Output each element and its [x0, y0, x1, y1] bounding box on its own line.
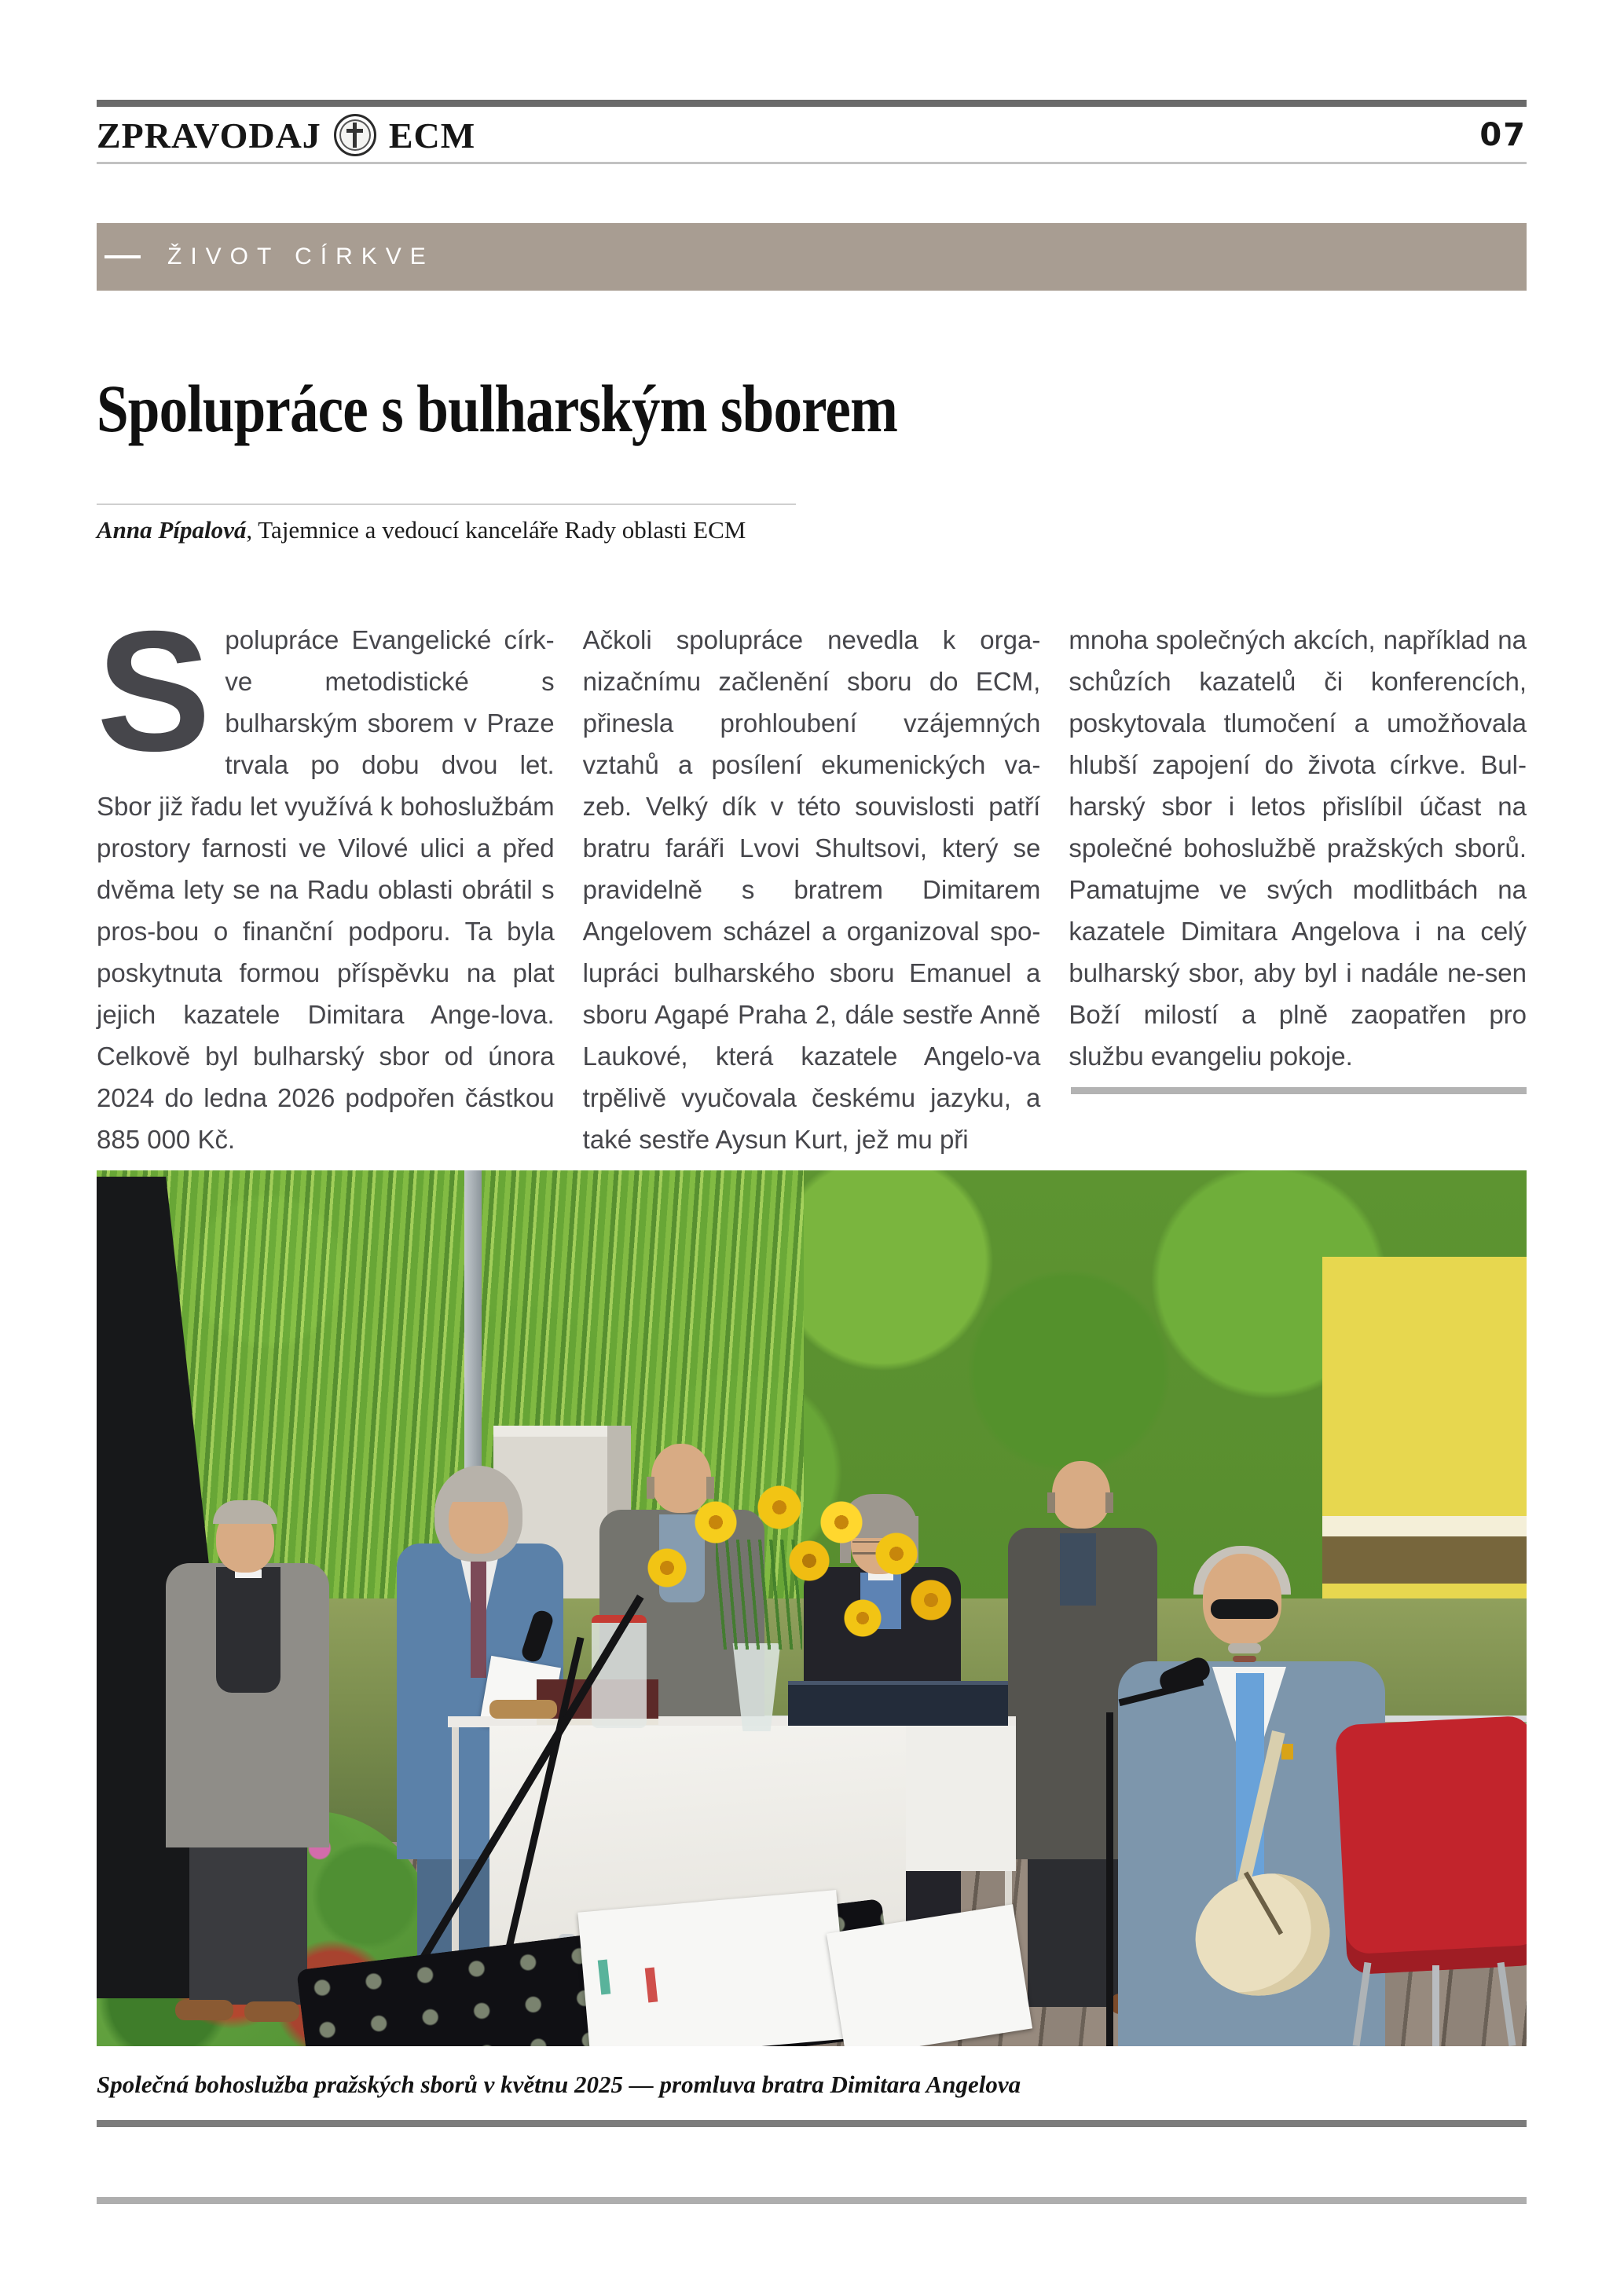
section-label: ŽIVOT CÍRKVE — [167, 244, 434, 269]
ecm-seal-icon — [334, 114, 376, 156]
photo-mustache — [1228, 1643, 1261, 1653]
photo-sheet-paper — [577, 1890, 849, 2046]
masthead-title: ZPRAVODAJ — [97, 115, 321, 156]
column-3 — [1069, 619, 1527, 1160]
article-body — [97, 596, 1527, 1160]
article-end-rule — [1071, 1087, 1527, 1094]
top-rule — [97, 100, 1527, 107]
photo-wooden-bowl — [489, 1700, 557, 1719]
masthead — [97, 110, 1527, 160]
photo-gold-cross-pin — [1281, 1744, 1293, 1760]
page-number: 07 — [1479, 117, 1527, 153]
author-rule — [97, 504, 796, 505]
banner-dash-icon — [104, 255, 141, 258]
section-banner — [97, 223, 1527, 291]
photo-sunglasses — [1211, 1599, 1278, 1619]
photo-speaker-mic-stand — [1106, 1712, 1113, 2046]
column-2-text: Ačkoli spolupráce nevedla k orga-nizačnímu začlenění sboru do ECM, přinesla prohloubení vzájemných vztahů a posílení ekumenických va-zeb. Velký dík v této souvislosti patří bratru faráři Lvovi Shultsovi, který se pravidelně s bratrem Dimitarem Angelovem scházel a organizoval spo-lupráci bulharského sboru Emanuel a sboru Agapé Praha 2, dále sestře Anně Laukové, která kazatele Angelo-va trpělivě vyučovala českému jazyku, a také sestře Aysun Kurt, jež mu při — [582, 625, 1041, 1154]
photo-caption: Společná bohoslužba pražských sborů v květnu 2025 — promluva bratra Dimitara Angelova — [97, 2071, 1021, 2098]
photo-bible — [788, 1681, 1008, 1726]
column-1 — [97, 596, 555, 1160]
column-2 — [583, 619, 1041, 1160]
photo-yellow-building — [1322, 1257, 1527, 1626]
masthead-org: ECM — [388, 115, 476, 156]
article-photo — [97, 1170, 1527, 2046]
author-name: Anna Pípalová — [97, 516, 247, 544]
footer-rule-dark — [97, 2120, 1527, 2127]
author-line — [97, 516, 746, 544]
column-1-text: polupráce Evangelické círk-ve metodistické s bulharským sborem v Praze trvala po dobu dvou let. Sbor již řadu let využívá k bohoslužbám prostory farnosti ve Vilové ulici a před dvěma lety se na Radu oblasti obrátil s pros-bou o finanční podporu. Ta byla poskytnuta formou příspěvku na plat jejich kazatele Dimitara Ange-lova. Celkově byl bulharský sbor od února 2024 do ledna 2026 podpořen částkou 885 000 Kč. — [97, 625, 555, 1154]
masthead-left — [97, 114, 475, 156]
article-title: Spolupráce s bulharským sborem — [97, 371, 898, 446]
header-rule — [97, 162, 1527, 164]
author-role: , Tajemnice a vedoucí kanceláře Rady oblasti ECM — [246, 516, 746, 544]
column-3-text: mnoha společných akcích, například na schůzích kazatelů či konferencích, poskytovala tlumočení a umožňovala hlubší zapojení do života církve. Bul-harský sbor i letos přislíbil účast na společné bohoslužbě pražských sborů. Pamatujme ve svých modlitbách na kazatele Dimitara Angelova i na celý bulharský sbor, aby byl i nadále ne-sen Boží milostí a plně zaopatřen pro službu evangeliu pokoje. — [1069, 625, 1527, 1071]
drop-cap: S — [97, 596, 211, 787]
footer-rule-light — [97, 2197, 1527, 2204]
